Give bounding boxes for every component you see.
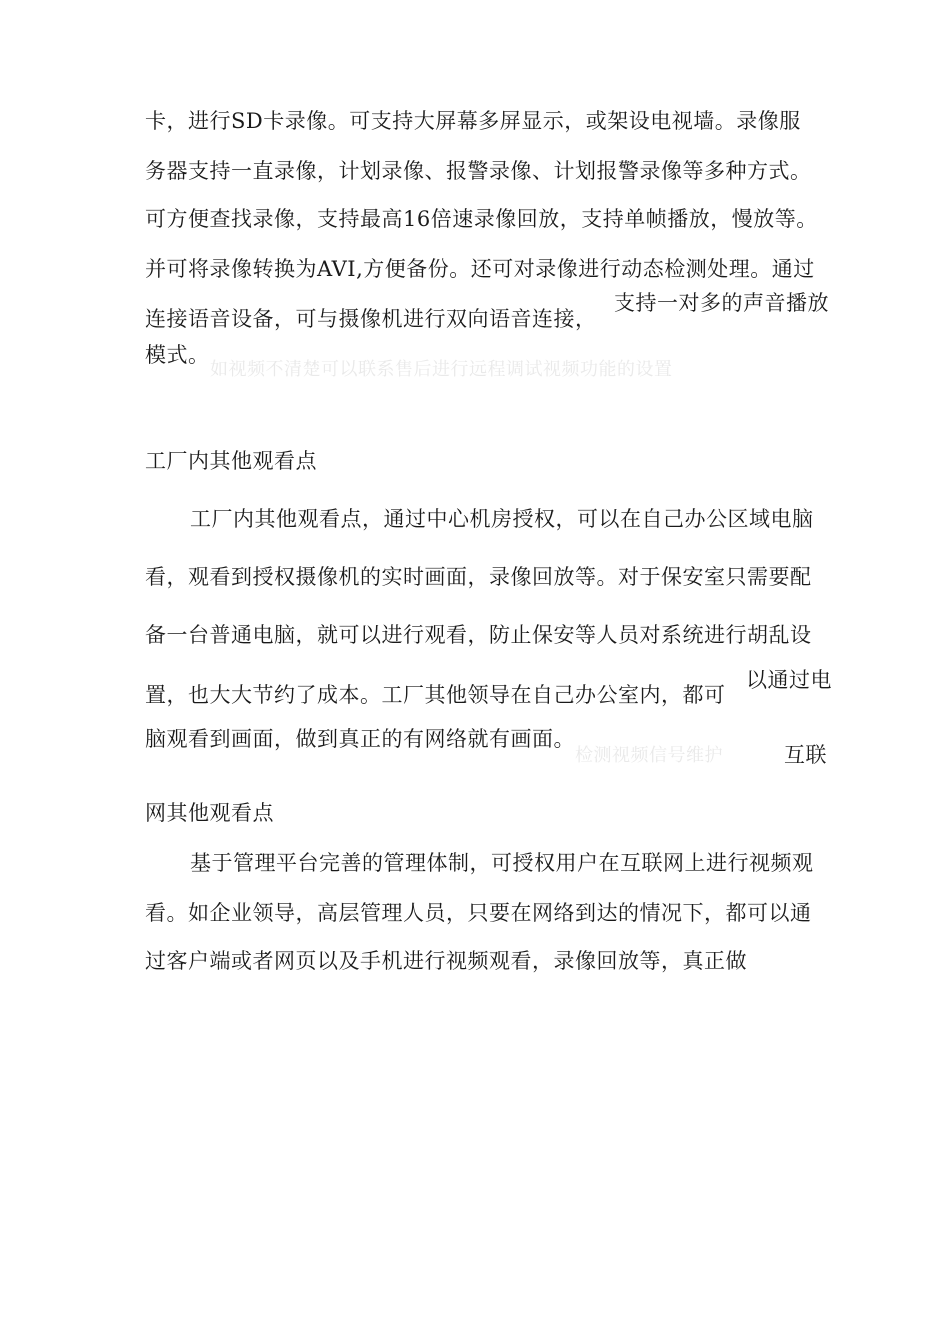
body-line: 看，观看到授权摄像机的实时画面，录像回放等。对于保安室只需要配 (145, 565, 812, 589)
section-heading: 网其他观看点 (145, 801, 274, 825)
body-line: 可方便查找录像，支持最高16倍速录像回放，支持单帧播放，慢放等。 (145, 207, 818, 231)
side-text-fragment: 以通过电 (746, 668, 832, 692)
body-line: 过客户端或者网页以及手机进行视频观看，录像回放等，真正做 (145, 949, 747, 973)
body-line: 连接语音设备，可与摄像机进行双向语音连接， (145, 307, 597, 331)
side-text-fragment: 互联 (784, 743, 827, 767)
body-line: 务器支持一直录像，计划录像、报警录像、计划报警录像等多种方式。 (145, 159, 812, 183)
body-line: 工厂内其他观看点，通过中心机房授权，可以在自己办公区域电脑 (190, 507, 814, 531)
body-line: 模式。 (145, 343, 210, 367)
body-line: 卡，进行SD卡录像。可支持大屏幕多屏显示，或架设电视墙。录像服 (145, 109, 801, 133)
body-line: 基于管理平台完善的管理体制，可授权用户在互联网上进行视频观 (190, 851, 814, 875)
section-heading: 工厂内其他观看点 (145, 449, 317, 473)
faint-background-text: 检测视频信号维护 (575, 745, 723, 766)
body-line: 看。如企业领导，高层管理人员，只要在网络到达的情况下，都可以通 (145, 901, 812, 925)
side-text-fragment: 支持一对多的声音播放 (614, 291, 829, 315)
faint-background-text: 如视频不清楚可以联系售后进行远程调试视频功能的设置 (210, 359, 673, 380)
body-line: 脑观看到画面，做到真正的有网络就有画面。 (145, 727, 575, 751)
body-line: 并可将录像转换为AVI,方便备份。还可对录像进行动态检测处理。通过 (145, 257, 815, 281)
body-line: 备一台普通电脑，就可以进行观看，防止保安等人员对系统进行胡乱设 (145, 623, 812, 647)
body-line: 置，也大大节约了成本。工厂其他领导在自己办公室内，都可 (145, 683, 726, 707)
